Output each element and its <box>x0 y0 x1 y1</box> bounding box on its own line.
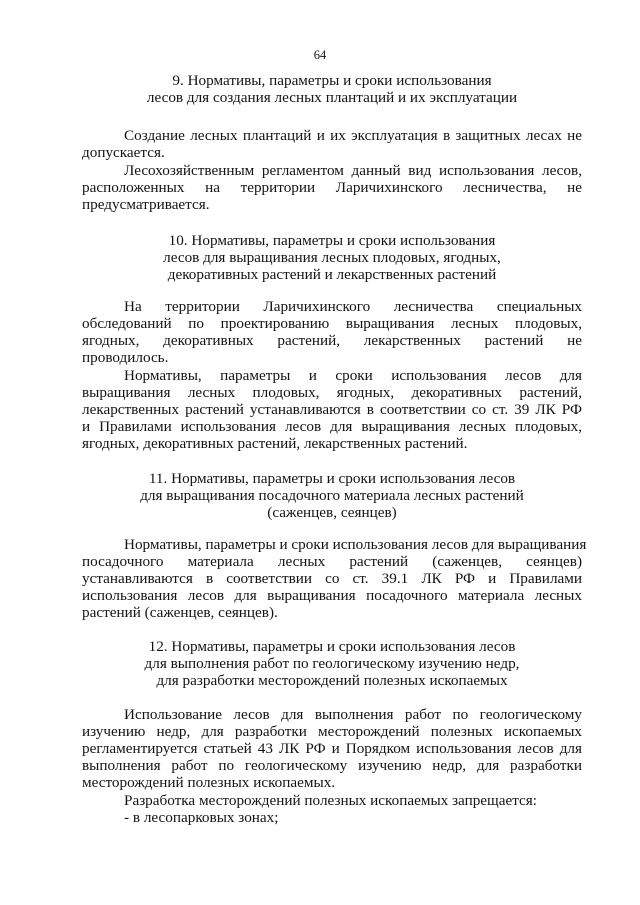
heading-line: 11. Нормативы, параметры и сроки использования лесов <box>148 470 516 487</box>
text-line: устанавливаются в соответствии со ст. 39.1 ЛК РФ и Правилами <box>82 569 582 587</box>
heading-line: декоративных растений и лекарственных растений <box>167 265 497 283</box>
section-9-paragraph-1 <box>82 128 582 162</box>
heading-line: (саженцев, сеянцев) <box>267 503 397 521</box>
heading-line: для разработки месторождений полезных ископаемых <box>156 671 508 689</box>
text-line: Создание лесных плантаций и их эксплуатация в защитных лесах не <box>124 127 582 144</box>
text-line: выращивания лесных плодовых, ягодных, декоративных растений, <box>82 383 582 401</box>
section-12-heading <box>82 639 582 690</box>
heading-line: для выполнения работ по геологическому изучению недр, <box>144 654 520 672</box>
text-line: Нормативы, параметры и сроки использования лесов для <box>124 367 582 384</box>
heading-line: лесов для выращивания лесных плодовых, ягодных, <box>163 248 501 266</box>
text-line: расположенных на территории Ларичихинского лесничества, не <box>82 178 582 196</box>
text-line: Лесохозяйственным регламентом данный вид использования лесов, <box>124 162 582 179</box>
text-line: и Правилами использования лесов для выращивания лесных плодовых, <box>82 417 582 435</box>
text-line: лекарственных растений устанавливаются в соответствии со ст. 39 ЛК РФ <box>82 400 582 418</box>
text-line: изучению недр, для разработки месторождений полезных ископаемых <box>82 722 582 740</box>
section-11-paragraph-1 <box>82 536 587 622</box>
text-line: Разработка месторождений полезных ископаемых запрещается: <box>124 792 537 809</box>
page-number: 64 <box>313 48 327 62</box>
text-line: ягодных, декоративных растений, лекарственных растений не <box>82 331 582 349</box>
text-line: проводилось. <box>82 348 169 366</box>
heading-line: 9. Нормативы, параметры и сроки использования <box>172 72 492 89</box>
heading-line: 12. Нормативы, параметры и сроки использования лесов <box>148 638 516 655</box>
text-line: регламентируется статьей 43 ЛК РФ и Порядком использования лесов для <box>82 739 582 757</box>
section-12-list-item <box>82 810 582 827</box>
text-line: Использование лесов для выполнения работ по геологическому <box>124 706 582 723</box>
section-10-paragraph-2 <box>82 368 582 453</box>
text-line: посадочного материала лесных растений (саженцев, сеянцев) <box>82 552 582 570</box>
text-line: обследований по проектированию выращивания лесных плодовых, <box>82 314 582 332</box>
text-line: допускается. <box>82 143 165 161</box>
section-9-paragraph-2 <box>82 163 582 214</box>
text-line: месторождений полезных ископаемых. <box>82 773 336 791</box>
section-11-heading <box>82 471 582 522</box>
section-12-paragraph-1 <box>82 707 582 792</box>
section-10-paragraph-1 <box>82 299 582 367</box>
heading-line: лесов для создания лесных плантаций и их эксплуатации <box>146 88 518 106</box>
section-10-heading <box>82 233 582 284</box>
text-line: На территории Ларичихинского лесничества специальных <box>124 298 582 315</box>
text-line: выполнения работ по геологическому изучению недр, для разработки <box>82 756 582 774</box>
section-9-heading <box>82 73 582 107</box>
text-line: растений (саженцев, сеянцев). <box>82 603 278 621</box>
list-item: - в лесопарковых зонах; <box>124 809 279 826</box>
text-line: Нормативы, параметры и сроки использования лесов для выращивания <box>124 536 587 553</box>
heading-line: для выращивания посадочного материала лесных растений <box>140 486 524 504</box>
section-12-paragraph-2 <box>82 793 582 810</box>
text-line: предусматривается. <box>82 195 210 213</box>
heading-line: 10. Нормативы, параметры и сроки использования <box>168 232 496 249</box>
text-line: ягодных, декоративных растений, лекарственных растений. <box>82 434 468 452</box>
text-line: использования лесов для выращивания посадочного материала лесных <box>82 586 582 604</box>
